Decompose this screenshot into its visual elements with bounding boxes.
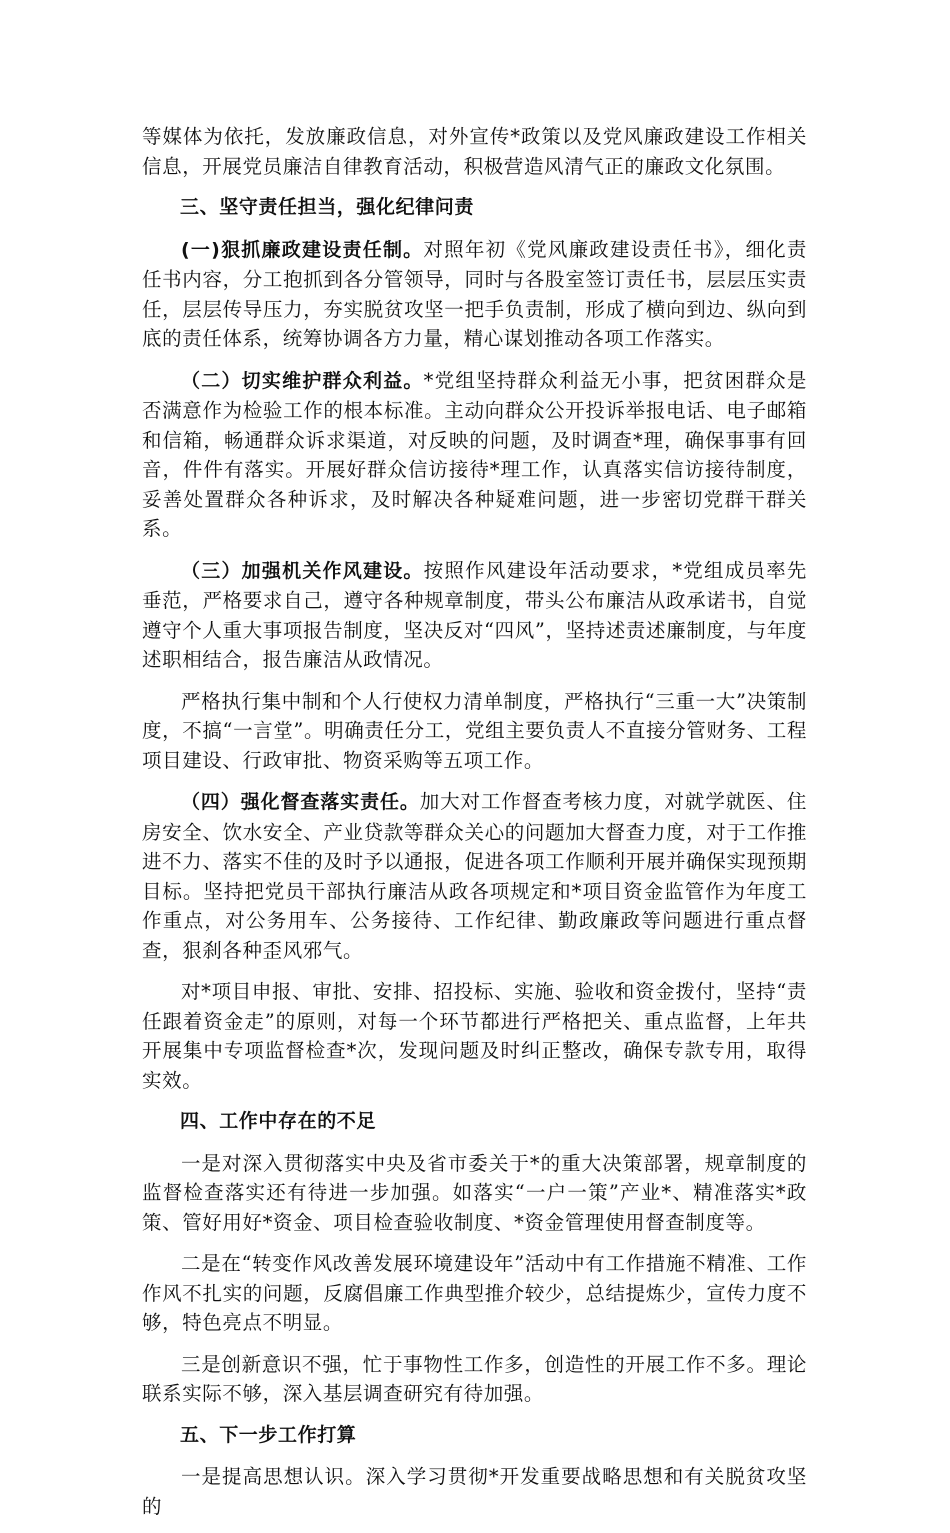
paragraph-subsection-2	[142, 366, 807, 544]
paragraph-subsection-1	[142, 235, 807, 354]
subsection-4-title: （四）强化督查落实责任。	[181, 791, 420, 813]
paragraph-subsection-4	[142, 787, 807, 965]
paragraph-subsection-4-extra: 对*项目申报、审批、安排、招投标、实施、验收和资金拨付，坚持“责任跟着资金走”的原则，对每一个环节都进行严格把关、重点监督，上年共开展集中专项监督检查*次，发现问题及时纠正整改，确保专款专用，取得实效。	[142, 980, 807, 1092]
paragraph-deficiency-3: 三是创新意识不强，忙于事物性工作多，创造性的开展工作不多。理论联系实际不够，深入基层调查研究有待加强。	[142, 1352, 807, 1405]
subsection-1-title: (一)狠抓廉政建设责任制。	[181, 238, 424, 261]
subsection-1-body: 对照年初《党风廉政建设责任书》，细化责任书内容，分工抱抓到各分管领导，同时与各股室签订责任书，层层压实责任，层层传导压力，夯实脱贫攻坚一把手负责制，形成了横向到边、纵向到底的责任体系，统筹协调各方力量，精心谋划推动各项工作落实。	[142, 237, 807, 350]
paragraph-deficiency-1: 一是对深入贯彻落实中央及省市委关于*的重大决策部署，规章制度的监督检查落实还有待进一步加强。如落实“一户一策”产业*、精准落实*政策、管好用好*资金、项目检查验收制度、*资金管理使用督查制度等。	[142, 1151, 807, 1234]
paragraph-deficiency-2: 二是在“转变作风改善发展环境建设年”活动中有工作措施不精准、工作作风不扎实的问题，反腐倡廉工作典型推介较少，总结提炼少，宣传力度不够，特色亮点不明显。	[142, 1252, 807, 1334]
subsection-3-title: （三）加强机关作风建设。	[181, 559, 424, 582]
section-heading-5: 五、下一步工作打算	[180, 1423, 357, 1446]
section-heading-3: 三、坚守责任担当，强化纪律问责	[180, 196, 475, 218]
subsection-2-title: （二）切实维护群众利益。	[181, 369, 424, 392]
paragraph-next-step-1: 一是提高思想认识。深入学习贯彻*开发重要战略思想和有关脱贫攻坚的	[142, 1465, 807, 1518]
paragraph-subsection-3-extra: 严格执行集中制和个人行使权力清单制度，严格执行“三重一大”决策制度，不搞“一言堂”。明确责任分工，党组主要负责人不直接分管财务、工程项目建设、行政审批、物资采购等五项工作。	[142, 689, 807, 772]
paragraph-intro: 等媒体为依托，发放廉政信息，对外宣传*政策以及党风廉政建设工作相关信息，开展党员廉洁自律教育活动，积极营造风清气正的廉政文化氛围。	[142, 125, 807, 178]
document-body	[142, 122, 807, 1533]
subsection-4-body: 加大对工作督查考核力度，对就学就医、住房安全、饮水安全、产业贷款等群众关心的问题加大督查力度，对于工作推进不力、落实不佳的及时予以通报，促进各项工作顺利开展并确保实现预期目标。坚持把党员干部执行廉洁从政各项规定和*项目资金监管作为年度工作重点，对公务用车、公务接待、工作纪律、勤政廉政等问题进行重点督查，狠刹各种歪风邪气。	[142, 790, 808, 962]
section-heading-4: 四、工作中存在的不足	[180, 1110, 377, 1132]
subsection-3-body: 按照作风建设年活动要求，*党组成员率先垂范，严格要求自己，遵守各种规章制度，带头公布廉洁从政承诺书，自觉遵守个人重大事项报告制度，坚决反对“四风”，坚持述责述廉制度，与年度述职相结合，报告廉洁从政情况。	[142, 558, 808, 671]
subsection-2-body: *党组坚持群众利益无小事，把贫困群众是否满意作为检验工作的根本标准。主动向群众公开投诉举报电话、电子邮箱和信箱，畅通群众诉求渠道，对反映的问题，及时调查*理，确保事事有回音，件件有落实。开展好群众信访接待*理工作，认真落实信访接待制度，妥善处置群众各种诉求，及时解决各种疑难问题，进一步密切党群干群关系。	[142, 368, 808, 540]
paragraph-subsection-3	[142, 556, 807, 675]
